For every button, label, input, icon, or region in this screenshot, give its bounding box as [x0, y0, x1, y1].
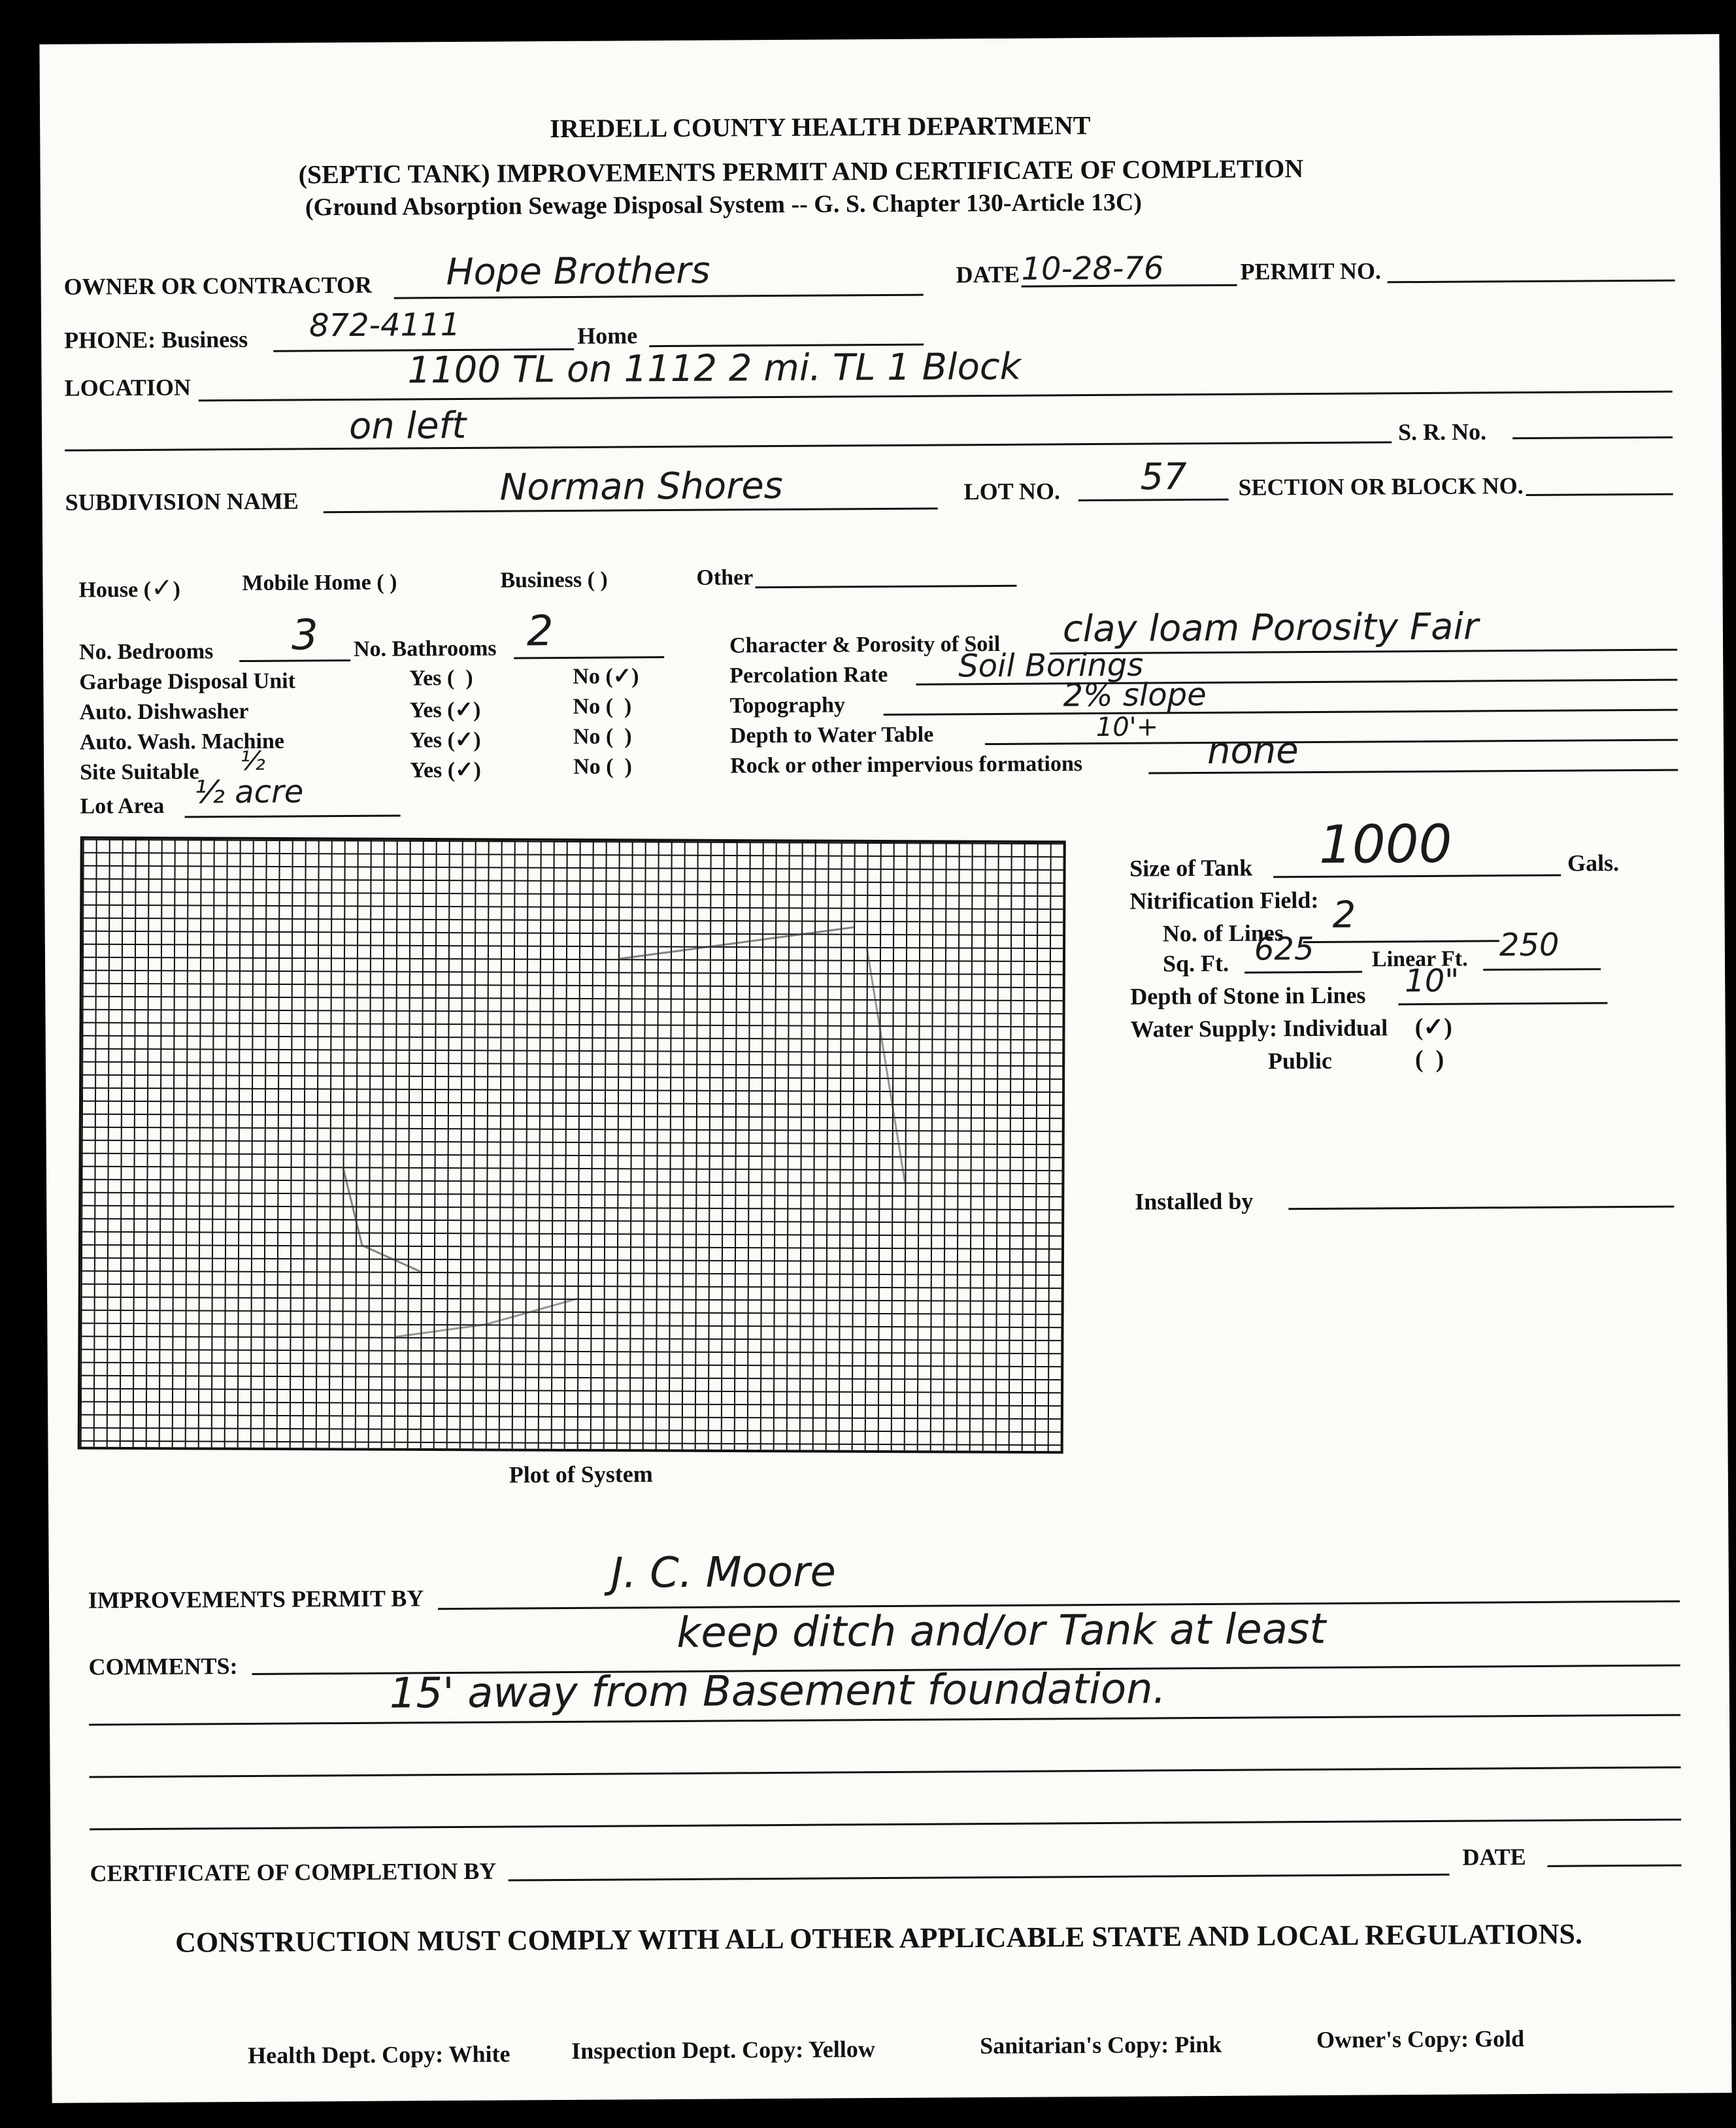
sqft-line	[1244, 971, 1362, 974]
topography-value[interactable]: 2% slope	[1063, 676, 1207, 714]
lot-no-line	[1078, 499, 1229, 501]
rock-label: Rock or other impervious formations	[730, 752, 1083, 778]
section-label: SECTION OR BLOCK NO.	[1238, 473, 1524, 501]
washer-yes[interactable]: Yes (✓)	[409, 727, 481, 753]
soil-character-value[interactable]: clay loam Porosity Fair	[1062, 605, 1479, 651]
other-label: Other	[696, 565, 754, 590]
phone-home-label: Home	[577, 322, 638, 349]
comment-line-1[interactable]: keep ditch and/or Tank at least	[676, 1604, 1326, 1657]
certificate-line	[509, 1874, 1450, 1882]
site-no-label: No	[573, 754, 601, 779]
bedrooms-line	[239, 659, 350, 662]
soil-character-label: Character & Porosity of Soil	[729, 631, 1001, 658]
stone-depth-line	[1398, 1002, 1607, 1005]
washer-label: Auto. Wash. Machine	[79, 729, 285, 755]
bedrooms-label: No. Bedrooms	[78, 639, 214, 665]
water-table-line	[985, 739, 1678, 745]
permit-by-label: IMPROVEMENTS PERMIT BY	[88, 1585, 424, 1614]
dishwasher-no-label: No	[573, 694, 601, 719]
lines-label: No. of Lines	[1162, 920, 1284, 947]
subdivision-line	[324, 507, 938, 513]
form-subtitle: (Ground Absorption Sewage Disposal System -- G. S. Chapter 130-Article 13C)	[305, 188, 1143, 222]
site-suitable-note: ½	[239, 746, 266, 777]
garbage-no[interactable]: No (✓)	[573, 664, 639, 689]
lines-value[interactable]: 2	[1332, 893, 1356, 937]
compliance-notice: CONSTRUCTION MUST COMPLY WITH ALL OTHER APPLICABLE STATE AND LOCAL REGULATIONS.	[175, 1918, 1583, 1959]
section-line	[1526, 493, 1673, 496]
garbage-yes[interactable]: Yes ( )	[409, 665, 473, 691]
permit-form	[39, 34, 1731, 2103]
site-yes-label: Yes	[410, 758, 442, 783]
house-checkmark: ✓	[150, 573, 173, 603]
installed-by-label: Installed by	[1135, 1188, 1254, 1215]
form-title: (SEPTIC TANK) IMPROVEMENTS PERMIT AND CERTIFICATE OF COMPLETION	[298, 154, 1304, 190]
copy-health: Health Dept. Copy: White	[248, 2040, 510, 2069]
date-label: DATE	[956, 261, 1020, 288]
subdivision-label: SUBDIVISION NAME	[65, 488, 299, 516]
plot-label: Plot of System	[509, 1461, 653, 1488]
water-public-checkbox[interactable]: ( )	[1414, 1045, 1444, 1074]
owner-label: OWNER OR CONTRACTOR	[63, 271, 373, 300]
location-line-1	[199, 391, 1673, 402]
dishwasher-label: Auto. Dishwasher	[79, 699, 249, 725]
linear-line	[1483, 968, 1601, 971]
tank-gals-label: Gals.	[1567, 850, 1620, 876]
owner-line	[394, 294, 924, 299]
topography-line	[884, 709, 1678, 716]
water-supply-label: Water Supply: Individual	[1130, 1014, 1388, 1042]
washer-yes-label: Yes	[409, 728, 442, 753]
comments-label: COMMENTS:	[88, 1653, 238, 1680]
washer-no-label: No	[573, 724, 601, 749]
location-line-2	[65, 441, 1392, 451]
lines-line	[1303, 940, 1499, 943]
sqft-label: Sq. Ft.	[1162, 950, 1229, 977]
water-table-label: Depth to Water Table	[729, 722, 934, 748]
tank-size-value[interactable]: 1000	[1318, 813, 1452, 875]
house-close: )	[173, 577, 180, 602]
lot-no-label: LOT NO.	[963, 478, 1061, 505]
rock-value[interactable]: none	[1207, 729, 1299, 773]
water-public-label: Public	[1267, 1047, 1333, 1074]
date-value[interactable]: 10-28-76	[1021, 250, 1164, 288]
sr-no-line	[1512, 437, 1673, 439]
department-title: IREDELL COUNTY HEALTH DEPARTMENT	[550, 110, 1091, 144]
certificate-date-line	[1547, 1865, 1681, 1867]
house-label: House (	[78, 577, 152, 603]
location-label: LOCATION	[64, 374, 192, 401]
bathrooms-value[interactable]: 2	[526, 607, 554, 656]
dishwasher-no[interactable]: No ( )	[573, 694, 632, 719]
sr-no-label: S. R. No.	[1397, 418, 1487, 446]
lot-area-line	[185, 815, 401, 818]
business-option[interactable]: Business ( )	[500, 567, 608, 593]
plot-sketch	[80, 839, 1063, 1452]
permit-by-signature[interactable]: J. C. Moore	[610, 1548, 837, 1598]
garbage-yes-label: Yes	[409, 666, 442, 691]
linear-value[interactable]: 250	[1499, 926, 1560, 964]
lot-area-value[interactable]: ½ acre	[194, 773, 304, 811]
garbage-label: Garbage Disposal Unit	[79, 669, 296, 695]
stone-depth-value[interactable]: 10"	[1405, 962, 1460, 1000]
topography-label: Topography	[729, 693, 846, 718]
tank-size-label: Size of Tank	[1129, 854, 1253, 882]
location-value-2[interactable]: on left	[348, 404, 467, 448]
perc-rate-value[interactable]: Soil Borings	[958, 646, 1144, 685]
mobile-home-option[interactable]: Mobile Home ( )	[242, 570, 397, 596]
house-option[interactable]	[78, 573, 180, 604]
subdivision-value[interactable]: Norman Shores	[499, 464, 784, 509]
permit-no-label: PERMIT NO.	[1240, 258, 1382, 285]
garbage-no-label: No	[573, 664, 601, 689]
permit-no-line	[1388, 280, 1675, 284]
water-table-value[interactable]: 10'+	[1095, 712, 1159, 743]
location-value-1[interactable]: 1100 TL on 1112 2 mi. TL 1 Block	[407, 345, 1022, 392]
site-no[interactable]: No ( )	[573, 754, 633, 779]
copy-sanitarian: Sanitarian's Copy: Pink	[980, 2031, 1222, 2059]
nitrification-label: Nitrification Field:	[1129, 886, 1319, 914]
dishwasher-yes[interactable]: Yes (✓)	[409, 697, 481, 723]
lot-area-label: Lot Area	[80, 793, 165, 819]
bedrooms-value[interactable]: 3	[291, 611, 318, 660]
certificate-date-label: DATE	[1462, 1844, 1526, 1870]
copy-owner: Owner's Copy: Gold	[1316, 2025, 1525, 2053]
stone-depth-label: Depth of Stone in Lines	[1130, 982, 1366, 1010]
phone-label: PHONE: Business	[64, 325, 248, 354]
water-individual-checkbox[interactable]: (✓)	[1414, 1013, 1452, 1042]
section-divider	[90, 1819, 1681, 1831]
owner-value[interactable]: Hope Brothers	[446, 249, 710, 294]
other-line	[755, 585, 1016, 588]
comments-line-3	[90, 1767, 1681, 1778]
linear-label: Linear Ft.	[1371, 946, 1468, 972]
phone-business-value[interactable]: 872-4111	[309, 306, 461, 344]
dishwasher-yes-label: Yes	[409, 698, 442, 723]
date-line	[1022, 284, 1237, 288]
site-yes[interactable]: Yes (✓)	[410, 757, 482, 783]
site-suitable-label: Site Suitable	[80, 759, 199, 785]
installed-by-line	[1288, 1206, 1674, 1210]
copy-inspection: Inspection Dept. Copy: Yellow	[571, 2036, 875, 2064]
bathrooms-line	[514, 656, 664, 659]
certificate-label: CERTIFICATE OF COMPLETION BY	[90, 1857, 497, 1887]
comment-line-2[interactable]: 15' away from Basement foundation.	[389, 1665, 1167, 1718]
comments-line-2	[89, 1714, 1680, 1726]
washer-no[interactable]: No ( )	[573, 724, 632, 749]
tank-size-line	[1273, 874, 1561, 878]
lot-no-value[interactable]: 57	[1140, 456, 1187, 499]
sqft-value[interactable]: 625	[1254, 930, 1314, 968]
bathrooms-label: No. Bathrooms	[353, 636, 497, 661]
plot-grid[interactable]	[78, 837, 1066, 1454]
perc-rate-label: Percolation Rate	[729, 662, 888, 688]
